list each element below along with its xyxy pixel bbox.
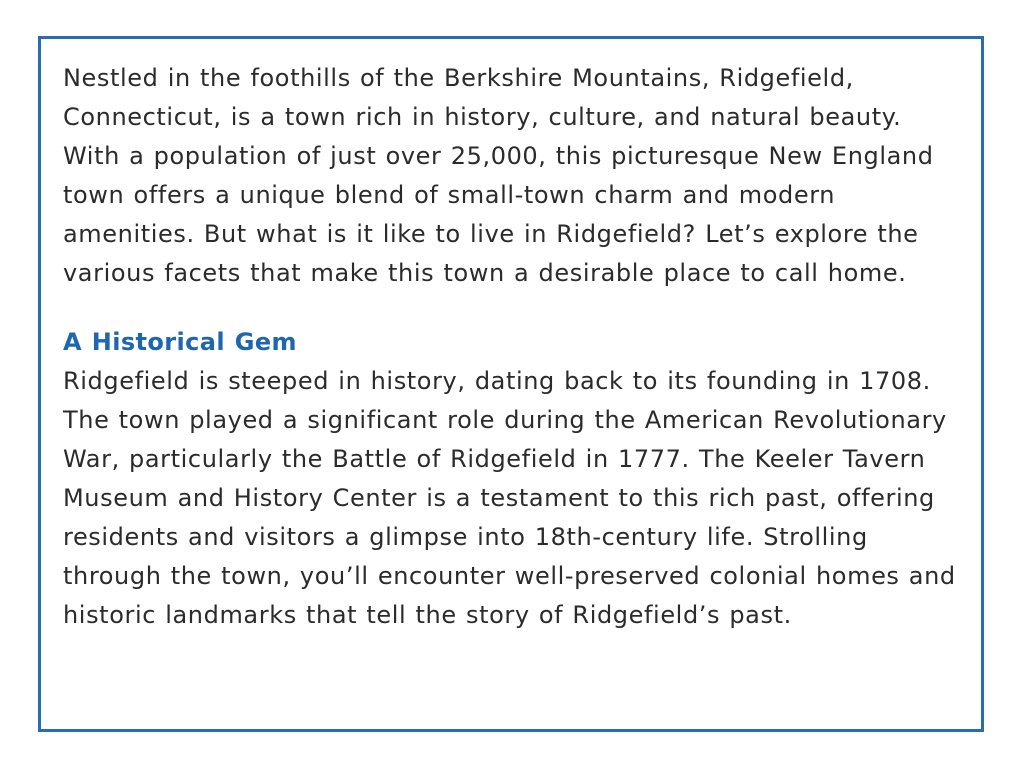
section-paragraph: Ridgefield is steeped in history, dating back to its founding in 1708. The town played a significant role during the American Revolutionary War, particularly the Battle of Ridgefield in 1777. The Keeler Tavern Museum and History Center is a testament to this rich past, offering residents and visitors a glimpse into 18th-century life. Strolling through the town, you’ll encounter well-preserved colonial homes and historic landmarks that tell the story of Ridgefield’s past.: [63, 367, 956, 629]
section-heading: A Historical Gem: [63, 328, 297, 356]
paragraph-spacer: [63, 293, 963, 323]
article-frame: [38, 36, 984, 732]
article-content: [63, 59, 963, 635]
intro-paragraph: Nestled in the foothills of the Berkshire Mountains, Ridgefield, Connecticut, is a town rich in history, culture, and natural beauty. With a population of just over 25,000, this picturesque New England town offers a unique blend of small-town charm and modern amenities. But what is it like to live in Ridgefield? Let’s explore the various facets that make this town a desirable place to call home.: [63, 64, 934, 287]
